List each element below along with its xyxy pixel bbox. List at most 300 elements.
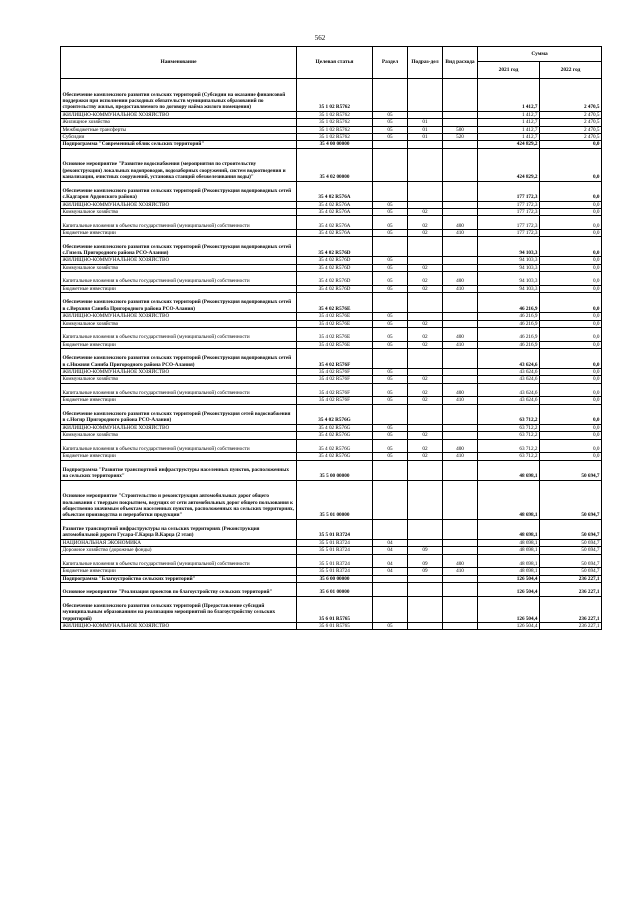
row-expense-type	[443, 320, 478, 327]
row-sum-2022: 0,0	[540, 320, 602, 327]
row-sum-2021: 94 103,3	[478, 264, 540, 271]
row-target: 35 1 02 R5762	[297, 111, 373, 118]
row-expense-type	[443, 460, 478, 480]
row-sum-2021: 46 216,9	[478, 320, 540, 327]
row-name: Обеспечение комплексного развития сельских территорий (Реконструкция водопроводных сетей с.Гизель Пригородного района РСО-Алания)	[61, 237, 297, 257]
row-name: Бюджетные инвестиции	[61, 568, 297, 575]
table-row	[61, 264, 602, 271]
row-section: 05	[373, 257, 408, 264]
row-expense-type: 520	[443, 134, 478, 141]
row-name: Обеспечение комплексного развития сельских территорий (Реконструкция сетей водоснабжения в с.Ногир Пригородного района РСО-Алания)	[61, 404, 297, 424]
row-section: 05	[373, 230, 408, 237]
table-row	[61, 237, 602, 257]
row-sum-2022: 0,0	[540, 424, 602, 431]
row-sum-2022: 0,0	[540, 453, 602, 460]
row-name: Бюджетные инвестиции	[61, 397, 297, 404]
row-name: Капитальные вложения в объекты государственной (муниципальной) собственности	[61, 272, 297, 286]
row-sum-2022: 0,0	[540, 148, 602, 181]
row-sum-2021: 94 103,3	[478, 285, 540, 292]
row-name: Капитальные вложения в объекты государственной (муниципальной) собственности	[61, 439, 297, 453]
table-row	[61, 480, 602, 519]
row-expense-type	[443, 349, 478, 369]
row-sum-2022: 50 694,7	[540, 568, 602, 575]
row-section: 05	[373, 376, 408, 383]
row-subsection: 02	[408, 320, 443, 327]
table-row	[61, 257, 602, 264]
row-target: 35 6 01 R5765	[297, 623, 373, 630]
row-target: 35 4 02 R576G	[297, 432, 373, 439]
row-target: 35 4 02 R576D	[297, 285, 373, 292]
table-row	[61, 539, 602, 546]
row-expense-type	[443, 376, 478, 383]
row-sum-2021: 46 216,9	[478, 341, 540, 348]
row-sum-2022: 50 694,7	[540, 480, 602, 519]
row-section: 05	[373, 216, 408, 230]
row-target: 35 5 01 R3724	[297, 539, 373, 546]
row-subsection: 02	[408, 272, 443, 286]
row-target: 35 4 02 R576F	[297, 376, 373, 383]
row-sum-2022: 0,0	[540, 181, 602, 201]
row-name: Обеспечение комплексного развития сельских территорий (Реконструкция водопроводных сетей в с.Нижняя Саниба Пригородного района РСО-Алания)	[61, 349, 297, 369]
table-row	[61, 134, 602, 141]
row-name: Основное мероприятие "Развитие водоснабжения (мероприятия по строительству (реконструкции) локальных водопроводов, водозаборных сооружений, систем водоотведения и канализации, очистных сооружений, установка станций обезжелезивания воды)"	[61, 148, 297, 181]
row-sum-2022: 0,0	[540, 201, 602, 208]
row-sum-2022: 50 694,7	[540, 554, 602, 568]
row-target: 35 4 02 00000	[297, 148, 373, 181]
row-expense-type	[443, 547, 478, 554]
table-row	[61, 148, 602, 181]
row-name: Коммунальное хозяйство	[61, 432, 297, 439]
row-expense-type	[443, 141, 478, 148]
row-sum-2022: 0,0	[540, 209, 602, 216]
row-expense-type	[443, 293, 478, 313]
row-subsection: 09	[408, 568, 443, 575]
row-sum-2021: 48 698,1	[478, 547, 540, 554]
row-subsection: 02	[408, 453, 443, 460]
row-section: 04	[373, 568, 408, 575]
row-sum-2021: 46 216,9	[478, 313, 540, 320]
row-target: 35 1 02 R5762	[297, 126, 373, 133]
row-sum-2022: 236 227,1	[540, 623, 602, 630]
table-row	[61, 583, 602, 597]
table-row	[61, 313, 602, 320]
row-name: ЖИЛИЩНО-КОММУНАЛЬНОЕ ХОЗЯЙСТВО	[61, 111, 297, 118]
table-row	[61, 547, 602, 554]
row-sum-2021: 46 216,9	[478, 293, 540, 313]
header-sum: Сумма	[478, 47, 602, 62]
row-sum-2022: 0,0	[540, 230, 602, 237]
row-subsection: 02	[408, 432, 443, 439]
row-section	[373, 349, 408, 369]
row-name: Обеспечение комплексного развития сельских территорий (Реконструкция водопроводных сетей в с.Верхняя Саниба Пригородного района РСО-Алания)	[61, 293, 297, 313]
row-expense-type: 400	[443, 328, 478, 342]
row-sum-2021: 126 504,4	[478, 575, 540, 582]
row-sum-2022: 0,0	[540, 285, 602, 292]
row-sum-2021: 94 103,3	[478, 257, 540, 264]
row-target: 35 4 02 R576E	[297, 328, 373, 342]
row-target: 35 6 01 00000	[297, 583, 373, 597]
row-subsection: 02	[408, 328, 443, 342]
table-row	[61, 349, 602, 369]
row-expense-type	[443, 111, 478, 118]
row-sum-2021: 43 624,6	[478, 349, 540, 369]
row-sum-2021: 177 172,3	[478, 216, 540, 230]
row-target: 35 4 02 R576F	[297, 369, 373, 376]
row-subsection	[408, 111, 443, 118]
row-sum-2022: 0,0	[540, 293, 602, 313]
row-sum-2022: 236 227,1	[540, 583, 602, 597]
row-sum-2022: 0,0	[540, 216, 602, 230]
row-subsection	[408, 623, 443, 630]
table-row	[61, 424, 602, 431]
row-expense-type	[443, 237, 478, 257]
table-row	[61, 285, 602, 292]
row-section	[373, 404, 408, 424]
row-section: 05	[373, 424, 408, 431]
row-sum-2022: 50 694,7	[540, 539, 602, 546]
table-row	[61, 141, 602, 148]
row-sum-2021: 177 172,3	[478, 201, 540, 208]
row-expense-type: 410	[443, 285, 478, 292]
table-row	[61, 439, 602, 453]
row-subsection: 02	[408, 264, 443, 271]
row-sum-2021: 126 504,4	[478, 596, 540, 622]
row-name: Подпрограмма "Современный облик сельских территорий"	[61, 141, 297, 148]
row-expense-type	[443, 596, 478, 622]
row-subsection: 02	[408, 209, 443, 216]
row-target: 35 4 02 R576G	[297, 404, 373, 424]
row-expense-type	[443, 424, 478, 431]
row-name: Бюджетные инвестиции	[61, 230, 297, 237]
row-subsection: 02	[408, 285, 443, 292]
row-expense-type	[443, 519, 478, 539]
row-sum-2022: 50 694,7	[540, 547, 602, 554]
row-expense-type	[443, 575, 478, 582]
row-sum-2022: 0,0	[540, 404, 602, 424]
row-target: 35 5 01 00000	[297, 480, 373, 519]
row-section: 05	[373, 341, 408, 348]
row-target: 35 1 02 R5762	[297, 79, 373, 112]
row-section	[373, 596, 408, 622]
row-sum-2022: 50 694,7	[540, 460, 602, 480]
row-sum-2021: 1 412,7	[478, 134, 540, 141]
row-sum-2021: 94 103,3	[478, 272, 540, 286]
row-target: 35 5 01 R3724	[297, 519, 373, 539]
row-sum-2021: 48 698,1	[478, 568, 540, 575]
row-target: 35 4 02 R576G	[297, 453, 373, 460]
row-sum-2021: 48 698,1	[478, 539, 540, 546]
table-row	[61, 119, 602, 126]
row-sum-2021: 424 829,2	[478, 148, 540, 181]
row-expense-type	[443, 583, 478, 597]
row-section: 05	[373, 328, 408, 342]
row-sum-2021: 424 829,2	[478, 141, 540, 148]
row-expense-type	[443, 209, 478, 216]
row-section	[373, 293, 408, 313]
row-subsection: 02	[408, 230, 443, 237]
page-number: 562	[314, 34, 326, 42]
header-section: Раздел	[373, 47, 408, 79]
row-sum-2021: 1 412,7	[478, 126, 540, 133]
row-section: 04	[373, 547, 408, 554]
row-name: Бюджетные инвестиции	[61, 285, 297, 292]
row-target: 35 5 01 R3724	[297, 554, 373, 568]
row-subsection	[408, 539, 443, 546]
row-name: Основное мероприятие "Реализация проектов по благоустройству сельских территорий"	[61, 583, 297, 597]
row-sum-2021: 63 712,2	[478, 453, 540, 460]
row-expense-type	[443, 79, 478, 112]
table-row	[61, 230, 602, 237]
row-subsection: 02	[408, 397, 443, 404]
row-sum-2022: 0,0	[540, 349, 602, 369]
row-expense-type	[443, 480, 478, 519]
row-name: Бюджетные инвестиции	[61, 341, 297, 348]
row-sum-2022: 0,0	[540, 439, 602, 453]
row-sum-2021: 48 698,1	[478, 480, 540, 519]
row-subsection	[408, 404, 443, 424]
table-row	[61, 209, 602, 216]
row-section: 04	[373, 554, 408, 568]
row-target: 35 1 02 R5762	[297, 134, 373, 141]
row-subsection	[408, 575, 443, 582]
row-section: 05	[373, 272, 408, 286]
row-subsection	[408, 313, 443, 320]
row-sum-2021: 177 172,3	[478, 209, 540, 216]
row-subsection	[408, 201, 443, 208]
row-name: Подпрограмма "Развитие транспортной инфраструктуры населенных пунктов, расположенных на сельских территориях"	[61, 460, 297, 480]
row-sum-2021: 46 216,9	[478, 328, 540, 342]
row-expense-type: 400	[443, 439, 478, 453]
row-name: Субсидии	[61, 134, 297, 141]
row-subsection	[408, 424, 443, 431]
table-row	[61, 376, 602, 383]
row-expense-type	[443, 181, 478, 201]
header-name: Наименование	[61, 47, 297, 79]
row-subsection	[408, 237, 443, 257]
row-expense-type	[443, 404, 478, 424]
table-row	[61, 369, 602, 376]
row-expense-type	[443, 623, 478, 630]
row-subsection	[408, 480, 443, 519]
row-subsection	[408, 257, 443, 264]
row-sum-2021: 43 624,6	[478, 397, 540, 404]
row-sum-2022: 0,0	[540, 341, 602, 348]
row-sum-2022: 0,0	[540, 376, 602, 383]
table-row	[61, 328, 602, 342]
row-name: Капитальные вложения в объекты государственной (муниципальной) собственности	[61, 383, 297, 397]
row-sum-2022: 2 470,5	[540, 111, 602, 118]
row-name: Коммунальное хозяйство	[61, 320, 297, 327]
row-subsection: 09	[408, 547, 443, 554]
table-row	[61, 596, 602, 622]
row-subsection	[408, 148, 443, 181]
table-row	[61, 554, 602, 568]
row-name: Подпрограмма "Благоустройство сельских территорий"	[61, 575, 297, 582]
row-sum-2021: 177 172,3	[478, 181, 540, 201]
row-name: Коммунальное хозяйство	[61, 264, 297, 271]
row-target: 35 4 02 R576D	[297, 272, 373, 286]
row-target: 35 4 02 R576A	[297, 216, 373, 230]
table-row	[61, 201, 602, 208]
row-target: 35 5 01 R3724	[297, 547, 373, 554]
row-subsection	[408, 293, 443, 313]
table-row	[61, 111, 602, 118]
table-row	[61, 272, 602, 286]
row-sum-2021: 48 698,1	[478, 554, 540, 568]
row-section: 05	[373, 201, 408, 208]
row-expense-type	[443, 369, 478, 376]
row-expense-type	[443, 201, 478, 208]
row-expense-type	[443, 119, 478, 126]
row-section: 05	[373, 209, 408, 216]
row-name: ЖИЛИЩНО-КОММУНАЛЬНОЕ ХОЗЯЙСТВО	[61, 313, 297, 320]
row-name: Обеспечение комплексного развития сельских территорий (Предоставление субсидий муниципальным образованиям на реализацию мероприятий по благоустройству сельских территорий)	[61, 596, 297, 622]
row-sum-2021: 1 412,7	[478, 79, 540, 112]
row-sum-2022: 2 470,5	[540, 126, 602, 133]
row-sum-2022: 0,0	[540, 264, 602, 271]
row-section: 05	[373, 397, 408, 404]
row-subsection: 09	[408, 554, 443, 568]
row-subsection: 01	[408, 134, 443, 141]
row-subsection: 02	[408, 376, 443, 383]
row-name: ЖИЛИЩНО-КОММУНАЛЬНОЕ ХОЗЯЙСТВО	[61, 623, 297, 630]
table-row	[61, 341, 602, 348]
row-section: 05	[373, 285, 408, 292]
row-target: 35 4 02 R576E	[297, 313, 373, 320]
row-target: 35 4 02 R576F	[297, 349, 373, 369]
row-name: ЖИЛИЩНО-КОММУНАЛЬНОЕ ХОЗЯЙСТВО	[61, 424, 297, 431]
row-name: Капитальные вложения в объекты государственной (муниципальной) собственности	[61, 554, 297, 568]
row-expense-type: 410	[443, 453, 478, 460]
row-sum-2022: 0,0	[540, 257, 602, 264]
row-section: 05	[373, 453, 408, 460]
row-section: 05	[373, 320, 408, 327]
row-subsection: 02	[408, 341, 443, 348]
row-section	[373, 460, 408, 480]
row-sum-2022: 0,0	[540, 383, 602, 397]
row-sum-2021: 43 624,6	[478, 369, 540, 376]
row-name: Основное мероприятие "Строительство и реконструкция автомобильных дорог общего пользования с твердым покрытием, ведущих от сети автомобильных дорог общего пользования к общественно значимым объектам населенных пунктов, расположенных на сельских территориях, объектам производства и переработки продукции"	[61, 480, 297, 519]
row-sum-2022: 0,0	[540, 141, 602, 148]
row-target: 35 4 02 R576F	[297, 397, 373, 404]
row-section: 05	[373, 134, 408, 141]
table-row	[61, 126, 602, 133]
row-target: 35 4 02 R576A	[297, 209, 373, 216]
row-sum-2022: 0,0	[540, 313, 602, 320]
row-section: 04	[373, 539, 408, 546]
row-name: Развитие транспортной инфраструктуры на сельских территориях (Реконструкция автомобильной дороги Гусара-Г.Карца В.Карца (2 этап)	[61, 519, 297, 539]
row-section	[373, 141, 408, 148]
row-subsection	[408, 583, 443, 597]
row-sum-2021: 43 624,6	[478, 383, 540, 397]
row-subsection: 02	[408, 439, 443, 453]
row-sum-2021: 94 103,3	[478, 237, 540, 257]
row-name: Коммунальное хозяйство	[61, 209, 297, 216]
row-expense-type: 410	[443, 230, 478, 237]
row-sum-2021: 126 504,4	[478, 623, 540, 630]
row-sum-2022: 0,0	[540, 397, 602, 404]
row-sum-2022: 0,0	[540, 432, 602, 439]
row-section	[373, 181, 408, 201]
row-target: 35 4 02 R576G	[297, 424, 373, 431]
row-sum-2021: 63 712,2	[478, 424, 540, 431]
row-sum-2022: 0,0	[540, 272, 602, 286]
row-target: 35 4 02 R576F	[297, 383, 373, 397]
row-section	[373, 583, 408, 597]
budget-table	[60, 46, 602, 630]
row-subsection	[408, 141, 443, 148]
row-sum-2021: 63 712,2	[478, 432, 540, 439]
row-subsection	[408, 460, 443, 480]
row-target: 35 4 02 R576A	[297, 201, 373, 208]
row-expense-type	[443, 148, 478, 181]
row-name: Жилищное хозяйство	[61, 119, 297, 126]
row-section: 05	[373, 119, 408, 126]
table-row	[61, 404, 602, 424]
row-subsection: 02	[408, 216, 443, 230]
row-name: Коммунальное хозяйство	[61, 376, 297, 383]
row-section: 05	[373, 439, 408, 453]
row-sum-2021: 63 712,2	[478, 439, 540, 453]
row-name: Обеспечение комплексного развития сельских территорий (Субсидии на оказание финансовой поддержки при исполнении расходных обязательств муниципальных образований по строительству жилья, предоставляемого по договору найма жилого помещения)	[61, 79, 297, 112]
row-target: 35 4 02 R576E	[297, 293, 373, 313]
row-name: ЖИЛИЩНО-КОММУНАЛЬНОЕ ХОЗЯЙСТВО	[61, 369, 297, 376]
row-expense-type: 410	[443, 397, 478, 404]
row-target: 35 4 02 R576D	[297, 237, 373, 257]
row-subsection	[408, 519, 443, 539]
row-name: НАЦИОНАЛЬНАЯ ЭКОНОМИКА	[61, 539, 297, 546]
row-subsection: 02	[408, 383, 443, 397]
table-row	[61, 397, 602, 404]
row-subsection	[408, 79, 443, 112]
row-expense-type: 410	[443, 568, 478, 575]
row-section	[373, 79, 408, 112]
row-subsection	[408, 369, 443, 376]
row-sum-2022: 50 694,7	[540, 519, 602, 539]
row-subsection	[408, 349, 443, 369]
row-expense-type	[443, 313, 478, 320]
row-target: 35 4 00 00000	[297, 141, 373, 148]
table-row	[61, 216, 602, 230]
row-sum-2022: 2 470,5	[540, 134, 602, 141]
row-sum-2022: 236 227,1	[540, 596, 602, 622]
row-sum-2021: 177 172,3	[478, 230, 540, 237]
row-subsection: 01	[408, 119, 443, 126]
row-section: 05	[373, 383, 408, 397]
row-expense-type: 400	[443, 554, 478, 568]
row-section	[373, 575, 408, 582]
row-sum-2021: 1 412,7	[478, 111, 540, 118]
header-2022: 2022 год	[540, 62, 602, 79]
row-name: Межбюджетные трансферты	[61, 126, 297, 133]
row-target: 35 4 02 R576D	[297, 264, 373, 271]
table-row	[61, 453, 602, 460]
row-name: Обеспечение комплексного развития сельских территорий (Реконструкция водопроводных сетей с.Кадгарон Ардонского района)	[61, 181, 297, 201]
row-name: Дорожное хозяйство (дорожные фонды)	[61, 547, 297, 554]
table-row	[61, 519, 602, 539]
row-section	[373, 237, 408, 257]
row-target: 35 4 02 R576E	[297, 341, 373, 348]
row-section	[373, 519, 408, 539]
row-target: 35 6 01 R5765	[297, 596, 373, 622]
row-target: 35 4 02 R576A	[297, 230, 373, 237]
row-subsection: 01	[408, 126, 443, 133]
row-target: 35 5 01 R3724	[297, 568, 373, 575]
row-expense-type	[443, 539, 478, 546]
row-sum-2021: 48 698,1	[478, 460, 540, 480]
row-sum-2021: 63 712,2	[478, 404, 540, 424]
row-section	[373, 480, 408, 519]
